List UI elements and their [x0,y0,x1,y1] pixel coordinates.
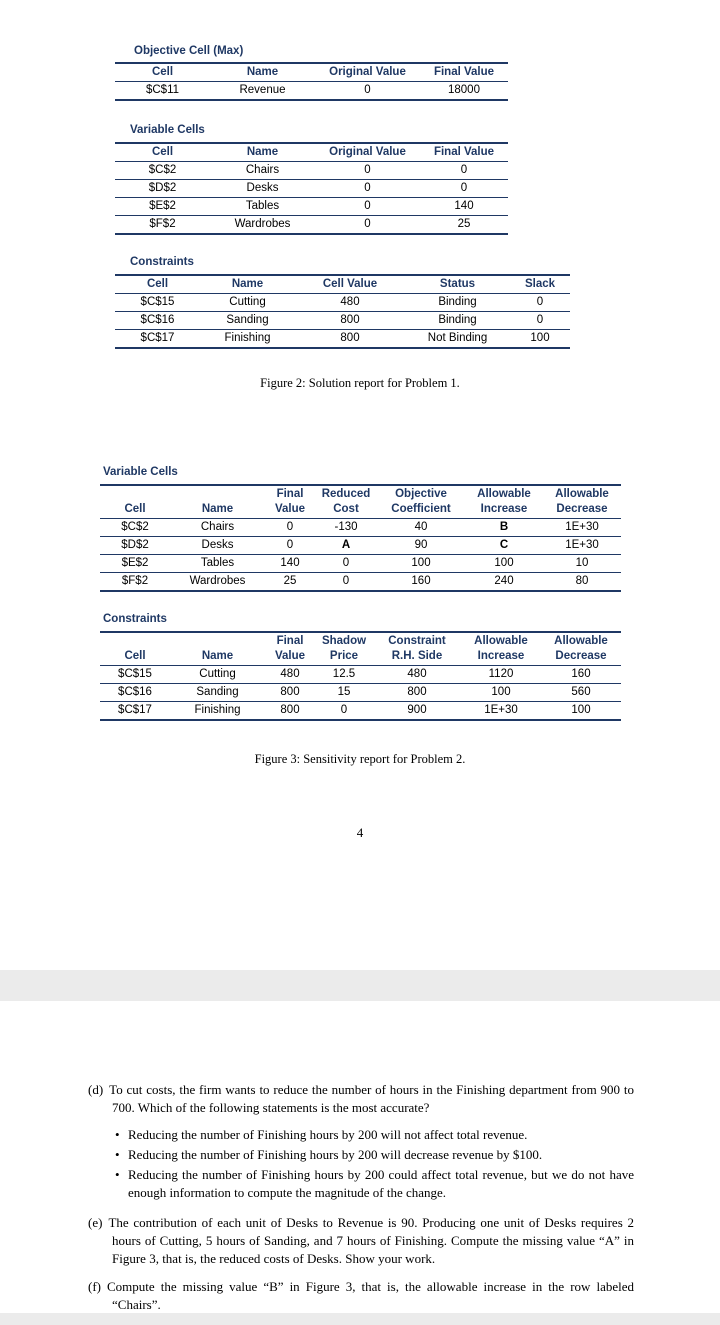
table-cell: Wardrobes [189,575,246,587]
questions-section [88,1081,634,1314]
table-header-row [115,63,508,82]
objective-section-title: Objective Cell (Max) [134,45,244,57]
table-row [115,330,570,349]
table-cell: Desks [170,537,265,555]
sensitivity-constraints-table [100,631,621,721]
column-header: Final [276,635,304,647]
constraints-section-title: Constraints [130,256,194,268]
table-cell: $C$16 [100,684,170,702]
table-cell: 560 [541,684,621,702]
variable-cells-table [115,142,508,235]
option-text: Reducing the number of Finishing hours by 200 could affect total revenue, but we do not have enough information to compute the magnitude of the change. [128,1167,634,1200]
table-cell: 25 [283,575,297,587]
table-cell: 480 [265,666,315,684]
table-cell: 12.5 [315,666,373,684]
objective-cell-table [115,62,508,101]
table-cell: 1E+30 [543,519,621,537]
option-item [115,1146,634,1164]
table-row [100,684,621,702]
option-text: Reducing the number of Finishing hours by 200 will decrease revenue by $100. [128,1147,543,1162]
table-cell: $F$2 [149,218,176,230]
column-header: Allowable [477,488,531,500]
column-header: Original Value [315,143,420,162]
column-header: Cell [100,649,170,666]
column-header: Original Value [315,63,420,82]
column-header: Final Value [420,63,508,82]
column-header: Cell [115,63,210,82]
table-cell: 800 [280,704,300,716]
table-header-row [115,143,508,162]
column-header: Increase [461,649,541,666]
table-cell: 800 [373,684,461,702]
option-item [115,1166,634,1202]
table-cell: 0 [340,704,348,716]
question-e-text: The contribution of each unit of Desks to Revenue is 90. Producing one unit of Desks requires 2 hours of Cutting, 5 hours of Sanding, and 7 hours of Finishing. Compute the missing value “A” in Figure 3, that is, the reduced costs of Desks. Show your work. [108,1215,634,1266]
table-row [115,216,508,235]
column-header: Cell [115,143,210,162]
column-header: Cell [115,275,200,294]
table-cell: 1E+30 [543,537,621,555]
table-row [115,82,508,101]
table-cell: $D$2 [100,537,170,555]
column-header: Value [265,649,315,666]
table-row [115,294,570,312]
table-cell: Chairs [170,519,265,537]
table-row [115,162,508,180]
variable-cells-section-title: Variable Cells [130,124,205,136]
table-cell: 900 [407,704,427,716]
column-header: Constraint [388,635,446,647]
column-header: Final Value [420,143,508,162]
question-f-label: (f) [88,1279,101,1294]
table-cell: $C$17 [140,332,175,344]
table-row [115,312,570,330]
option-text: Reducing the number of Finishing hours by 200 will not affect total revenue. [128,1127,528,1142]
missing-value-B: B [465,519,543,537]
table-cell: $C$2 [100,519,170,537]
table-cell: 480 [295,294,405,312]
column-header: Allowable [474,635,528,647]
column-header: Allowable [554,635,608,647]
table-cell: Binding [405,312,510,330]
column-header: Status [405,275,510,294]
table-cell: 0 [315,180,420,198]
table-row [100,666,621,684]
table-cell: 480 [373,666,461,684]
table-cell: $E$2 [100,555,170,573]
table-cell: 0 [265,519,315,537]
option-item [115,1126,634,1144]
column-header: Slack [510,275,570,294]
table-cell: $C$11 [145,84,180,96]
table-header-row-bottom [100,502,621,519]
table-cell: $E$2 [115,198,210,216]
table-cell: 800 [265,684,315,702]
table-cell: Sanding [170,684,265,702]
table-cell: 0 [510,294,570,312]
table-cell: 0 [315,198,420,216]
table-cell: 100 [571,704,591,716]
column-header: Name [170,502,265,519]
table-cell: 0 [420,180,508,198]
table-row [100,702,621,721]
question-d-options [115,1126,634,1202]
page-edge [0,1313,720,1325]
table-row [100,573,621,592]
table-cell: Finishing [224,332,271,344]
table-cell: 0 [342,575,350,587]
table-cell: Tables [210,198,315,216]
column-header: Cell [100,502,170,519]
column-header [100,485,170,502]
table-cell: Chairs [210,162,315,180]
table-cell: 0 [364,84,371,96]
table-cell: 15 [315,684,373,702]
table-row [100,555,621,573]
table-cell: 140 [265,555,315,573]
question-e-label: (e) [88,1215,103,1230]
table-cell: Desks [210,180,315,198]
table-cell: 1120 [461,666,541,684]
table-cell: 40 [377,519,465,537]
table-cell: Sanding [200,312,295,330]
table-row [115,180,508,198]
table-cell: 90 [377,537,465,555]
column-header: Cost [315,502,377,519]
column-header: Cell Value [295,275,405,294]
column-header: Decrease [541,649,621,666]
table-cell: 140 [420,198,508,216]
sensitivity-variable-cells-title: Variable Cells [103,466,178,478]
table-cell: Binding [405,294,510,312]
column-header: Coefficient [377,502,465,519]
table-cell: 0 [315,555,377,573]
table-cell: 1E+30 [484,704,518,716]
question-d-label: (d) [88,1082,104,1097]
column-header: Name [210,143,315,162]
column-header: R.H. Side [373,649,461,666]
column-header [170,485,265,502]
table-row [115,198,508,216]
table-cell: Tables [170,555,265,573]
table-cell: 80 [575,575,589,587]
table-cell: 800 [295,312,405,330]
table-cell: 100 [377,555,465,573]
table-cell: 0 [510,312,570,330]
table-cell: Wardrobes [234,218,291,230]
column-header: Final [276,488,304,500]
page-separator [0,970,720,1001]
table-cell: 0 [364,218,371,230]
figure2-caption: Figure 2: Solution report for Problem 1. [260,376,460,390]
question-e [88,1214,634,1268]
column-header: Allowable [555,488,609,500]
document-page [0,44,720,1325]
table-cell: 100 [465,555,543,573]
table-cell: $C$15 [100,666,170,684]
column-header: Decrease [543,502,621,519]
missing-value-C: C [465,537,543,555]
table-cell: 800 [340,332,360,344]
column-header: Objective [395,488,447,500]
table-header-row [115,275,570,294]
column-header: Value [265,502,315,519]
sensitivity-constraints-title: Constraints [103,613,167,625]
page-number: 4 [356,825,364,840]
question-f [88,1278,634,1314]
table-row [100,537,621,555]
column-header: Reduced [321,488,371,500]
column-header: Name [170,649,265,666]
question-d [88,1081,634,1117]
column-header: Name [210,63,315,82]
table-cell: $C$17 [118,704,152,716]
missing-value-A: A [315,537,377,555]
question-f-text: Compute the missing value “B” in Figure 3, that is, the allowable increase in the row labeled “Chairs”. [107,1279,634,1312]
column-header: Shadow [321,635,367,647]
table-cell: 0 [420,162,508,180]
table-cell: $C$16 [115,312,200,330]
table-cell: 0 [265,537,315,555]
column-header: Increase [465,502,543,519]
table-cell: -130 [315,519,377,537]
table-cell: Cutting [170,666,265,684]
table-header-row-bottom [100,649,621,666]
table-cell: 160 [411,575,431,587]
column-header: Name [200,275,295,294]
table-cell: $C$15 [115,294,200,312]
column-header [170,632,265,649]
table-cell: 0 [315,162,420,180]
table-header-row-top [100,485,621,502]
table-header-row-top [100,632,621,649]
table-cell: Revenue [239,84,286,96]
table-cell: $D$2 [115,180,210,198]
constraints-table [115,274,570,349]
table-cell: 18000 [448,84,480,96]
question-d-text: To cut costs, the firm wants to reduce the number of hours in the Finishing department from 900 to 700. Which of the following statements is the most accurate? [109,1082,634,1115]
table-row [100,519,621,537]
sensitivity-variable-cells-table [100,484,621,592]
table-cell: 100 [530,332,550,344]
table-cell: 10 [543,555,621,573]
figure3-caption: Figure 3: Sensitivity report for Problem 2. [254,752,466,766]
table-cell: $C$2 [115,162,210,180]
table-cell: 240 [494,575,514,587]
table-cell: $F$2 [121,575,149,587]
column-header [100,632,170,649]
column-header: Price [315,649,373,666]
table-cell: Not Binding [427,332,488,344]
table-cell: 100 [461,684,541,702]
table-cell: 25 [457,218,471,230]
table-cell: Finishing [194,704,241,716]
table-cell: Cutting [200,294,295,312]
table-cell: 160 [541,666,621,684]
